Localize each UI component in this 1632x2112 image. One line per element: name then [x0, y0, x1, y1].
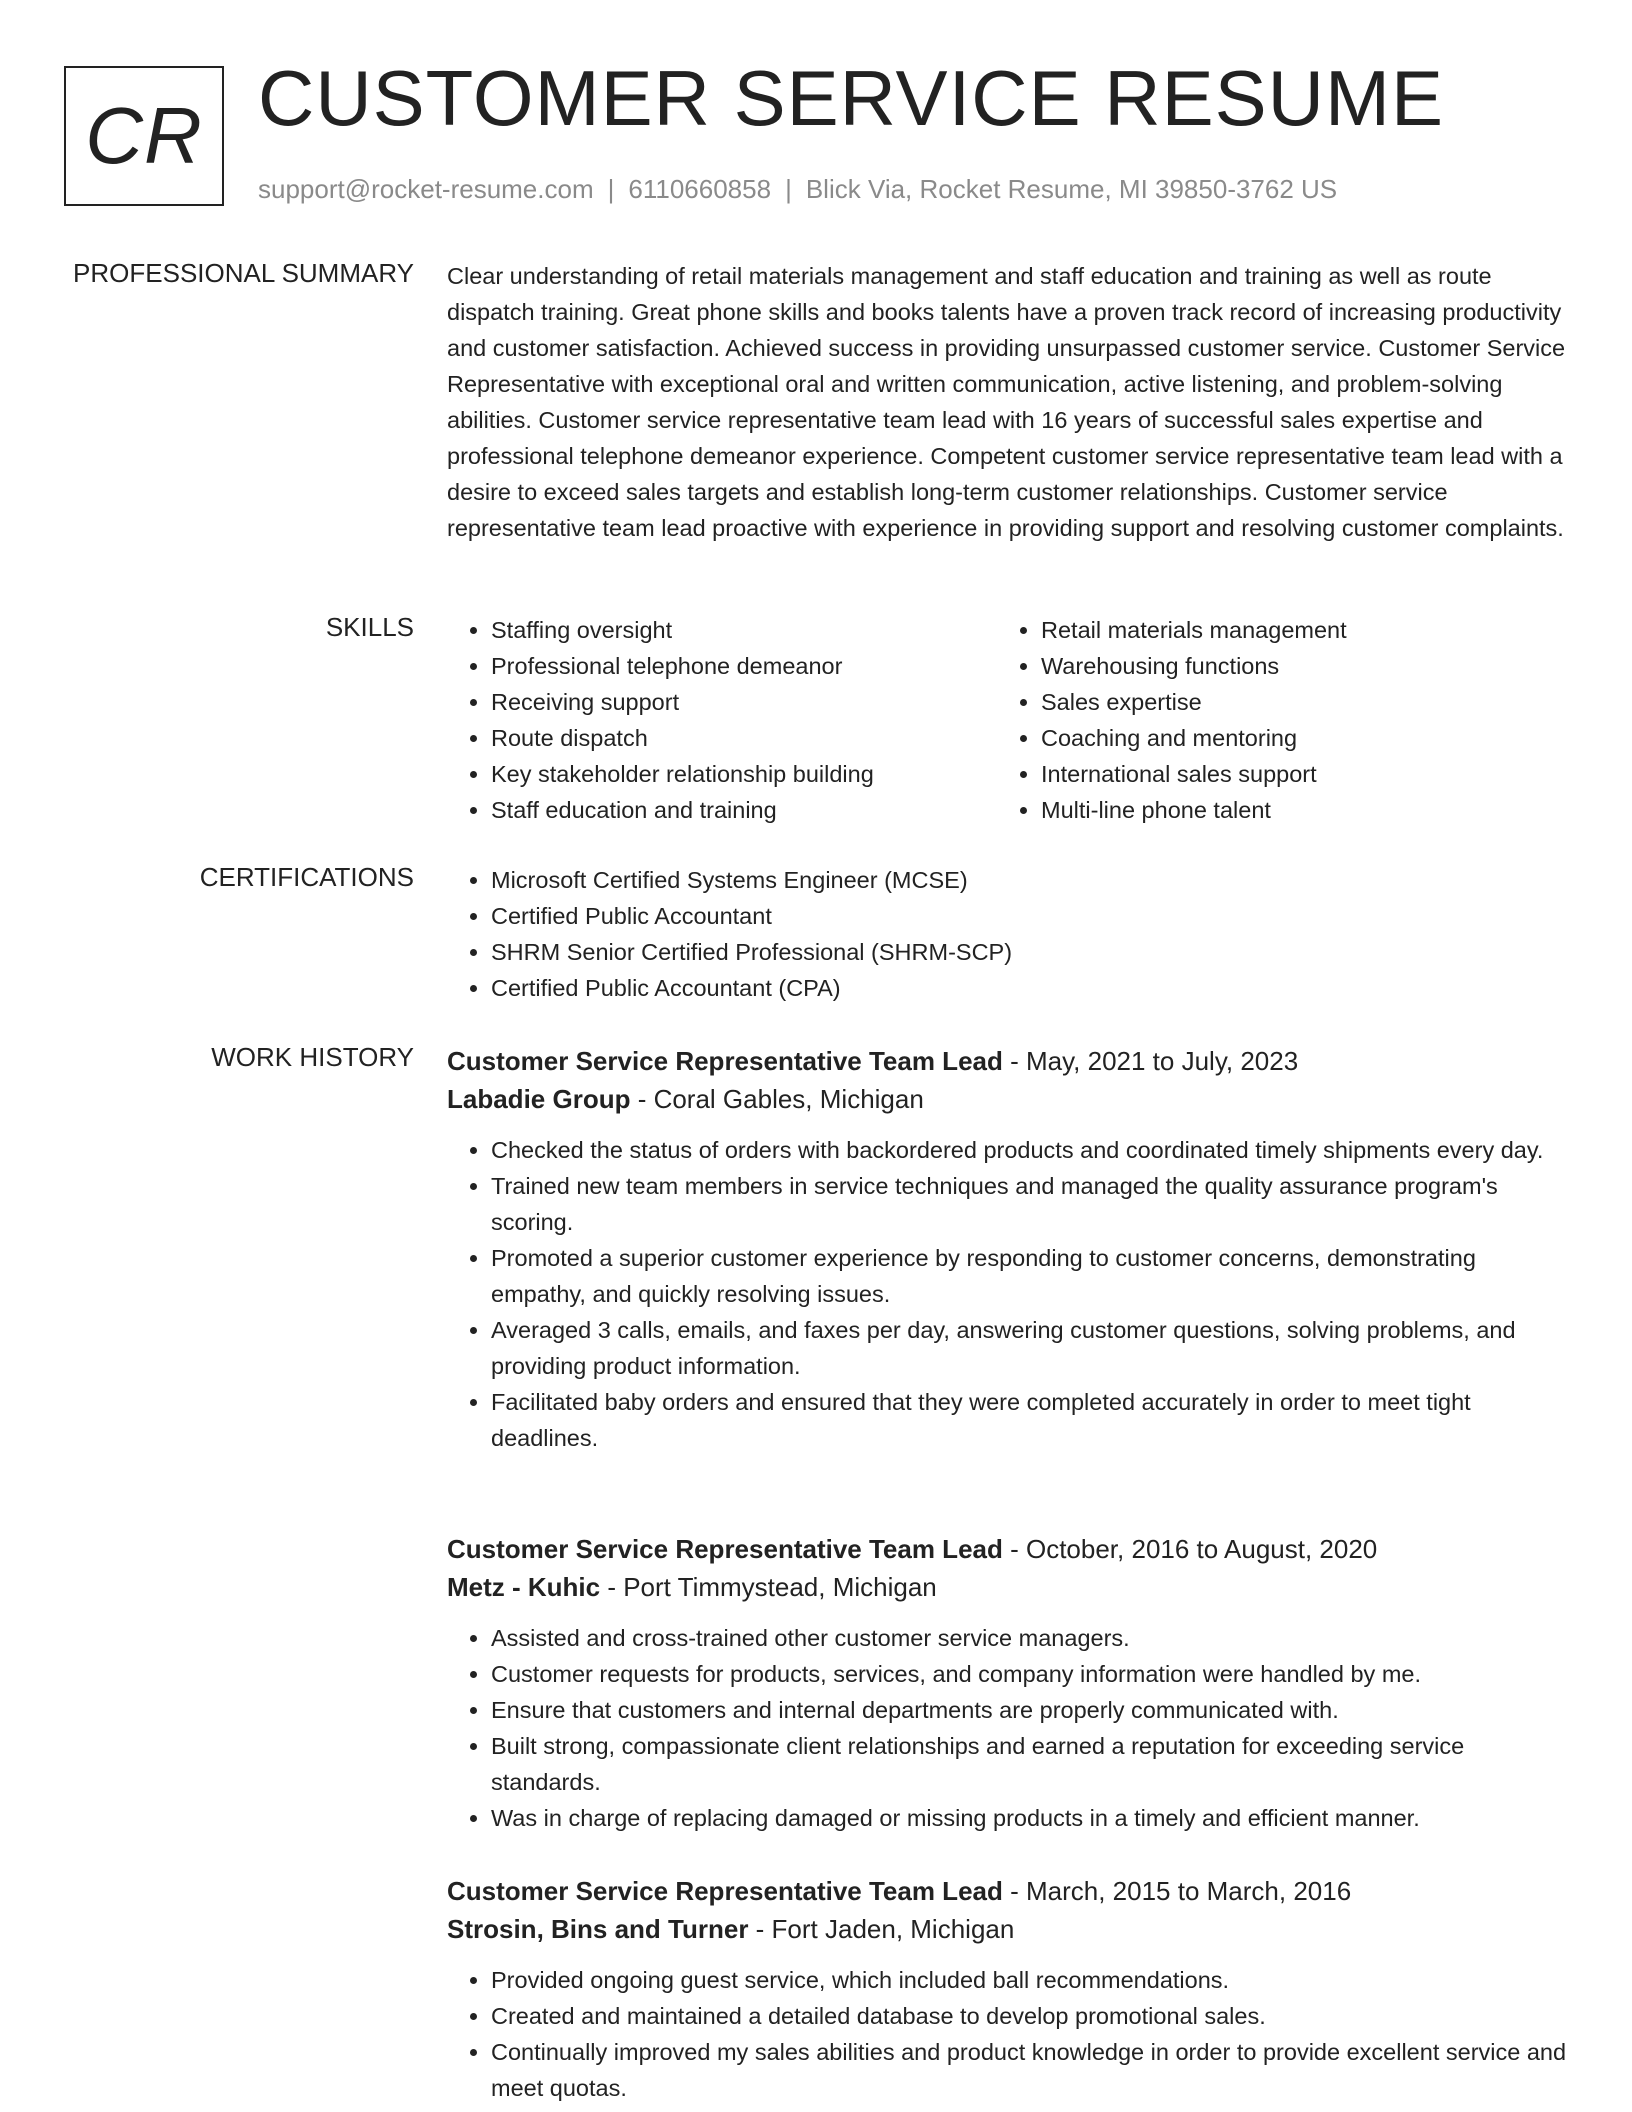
job-dates: - March, 2015 to March, 2016: [1002, 1876, 1352, 1906]
job-bullet: • Was in charge of replacing damaged or missing products in a timely and efficient manner.: [491, 1800, 1567, 1836]
skill-item: • Key stakeholder relationship building: [491, 756, 997, 792]
skill-item: • Warehousing functions: [1041, 648, 1547, 684]
skill-item: • Coaching and mentoring: [1041, 720, 1547, 756]
page-title: CUSTOMER SERVICE RESUME: [258, 54, 1444, 142]
summary-text: Clear understanding of retail materials management and staff education and training as well as route dispatch training. Great phone skills and books talents have a proven track record of increasing productivity and customer satisfaction. Achieved success in providing unsurpassed customer service. Customer Service Representative with exceptional oral and written communication, active listening, and problem-solving abilities. Customer service representative team lead with 16 years of successful sales expertise and professional telephone demeanor experience. Competent customer service representative team lead with a desire to exceed sales targets and establish long-term customer relationships. Customer service representative team lead proactive with experience in providing support and resolving customer complaints.: [447, 263, 1566, 541]
contact-line: [258, 174, 1337, 205]
skill-item: • Retail materials management: [1041, 612, 1547, 648]
work-history-heading: WORK HISTORY: [211, 1042, 414, 1072]
job-dates: - October, 2016 to August, 2020: [1002, 1534, 1378, 1564]
job-location: - Port Timmystead, Michigan: [600, 1572, 937, 1602]
skill-item: • Professional telephone demeanor: [491, 648, 997, 684]
job-company-line: [447, 1080, 1567, 1118]
certifications-body: [447, 862, 1567, 1006]
skill-item: • Staffing oversight: [491, 612, 997, 648]
job-bullets: [447, 1620, 1567, 1836]
skills-body: [447, 612, 1567, 828]
job-entry: [447, 1872, 1567, 2106]
skill-item: • International sales support: [1041, 756, 1547, 792]
job-title-line: [447, 1530, 1567, 1568]
job-bullet: • Built strong, compassionate client relationships and earned a reputation for exceeding service standards.: [491, 1728, 1567, 1800]
contact-address: Blick Via, Rocket Resume, MI 39850-3762 US: [805, 174, 1338, 204]
summary-heading: PROFESSIONAL SUMMARY: [73, 258, 414, 288]
job-company: Strosin, Bins and Turner: [447, 1914, 749, 1944]
job-location: - Fort Jaden, Michigan: [748, 1914, 1015, 1944]
job-title: Customer Service Representative Team Lead: [447, 1534, 1003, 1564]
job-bullet: • Assisted and cross-trained other customer service managers.: [491, 1620, 1567, 1656]
job-company-line: [447, 1910, 1567, 1948]
job-entry: [447, 1530, 1567, 1836]
job-title: Customer Service Representative Team Lead: [447, 1876, 1003, 1906]
certification-item: • Microsoft Certified Systems Engineer (MCSE): [491, 862, 1567, 898]
job-bullet: • Customer requests for products, services, and company information were handled by me.: [491, 1656, 1567, 1692]
skill-item: • Route dispatch: [491, 720, 997, 756]
contact-phone[interactable]: 6110660858: [628, 174, 772, 204]
skill-item: • Sales expertise: [1041, 684, 1547, 720]
job-company: Metz - Kuhic: [447, 1572, 601, 1602]
certification-item: • SHRM Senior Certified Professional (SHRM-SCP): [491, 934, 1567, 970]
skill-item: • Receiving support: [491, 684, 997, 720]
skills-column-left: [447, 612, 997, 828]
job-bullet: • Promoted a superior customer experience by responding to customer concerns, demonstrating empathy, and quickly resolving issues.: [491, 1240, 1567, 1312]
skills-column-right: [997, 612, 1547, 828]
certifications-heading: CERTIFICATIONS: [199, 862, 414, 892]
job-bullet: • Averaged 3 calls, emails, and faxes per day, answering customer questions, solving problems, and providing product information.: [491, 1312, 1567, 1384]
job-dates: - May, 2021 to July, 2023: [1002, 1046, 1299, 1076]
monogram-logo: CR: [64, 66, 224, 206]
certification-item: • Certified Public Accountant (CPA): [491, 970, 1567, 1006]
job-title-line: [447, 1042, 1567, 1080]
job-title: Customer Service Representative Team Lead: [447, 1046, 1003, 1076]
skill-item: • Multi-line phone talent: [1041, 792, 1547, 828]
job-bullet: • Checked the status of orders with backordered products and coordinated timely shipments every day.: [491, 1132, 1567, 1168]
contact-separator: |: [785, 174, 792, 204]
job-entry: [447, 1042, 1567, 1456]
certification-item: • Certified Public Accountant: [491, 898, 1567, 934]
skill-item: • Staff education and training: [491, 792, 997, 828]
job-bullet: • Provided ongoing guest service, which included ball recommendations.: [491, 1962, 1567, 1998]
job-bullet: • Continually improved my sales abilities and product knowledge in order to provide excellent service and meet quotas.: [491, 2034, 1567, 2106]
job-company: Labadie Group: [447, 1084, 631, 1114]
contact-separator: |: [607, 174, 615, 204]
job-bullet: • Facilitated baby orders and ensured that they were completed accurately in order to meet tight deadlines.: [491, 1384, 1567, 1456]
job-company-line: [447, 1568, 1567, 1606]
job-bullet: • Created and maintained a detailed database to develop promotional sales.: [491, 1998, 1567, 2034]
job-bullets: [447, 1132, 1567, 1456]
contact-email[interactable]: support@rocket-resume.com: [258, 174, 594, 204]
job-bullet: • Trained new team members in service techniques and managed the quality assurance program's scoring.: [491, 1168, 1567, 1240]
job-location: - Coral Gables, Michigan: [630, 1084, 924, 1114]
job-title-line: [447, 1872, 1567, 1910]
job-bullet: • Ensure that customers and internal departments are properly communicated with.: [491, 1692, 1567, 1728]
job-bullets: [447, 1962, 1567, 2106]
skills-heading: SKILLS: [325, 612, 414, 642]
